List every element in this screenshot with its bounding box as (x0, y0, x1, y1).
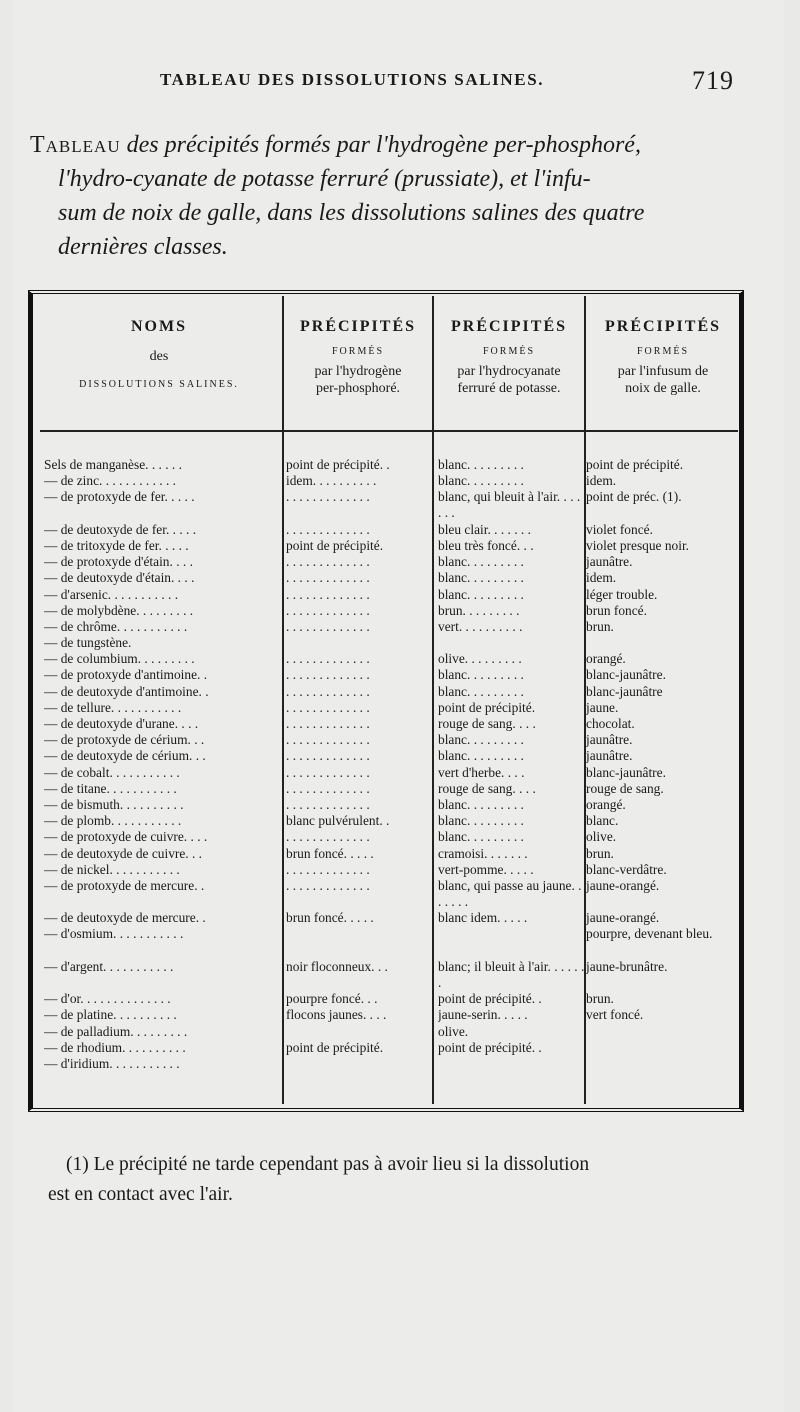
galle-cell: orangé. (586, 651, 626, 667)
salt-name-cell: — d'argent. . . . . . . . . . . (44, 958, 174, 974)
cyanate-cell: blanc. . . . . . . . . (438, 554, 524, 570)
salt-name-cell: — de platine. . . . . . . . . . (44, 1007, 177, 1023)
cyanate-cell: blanc. . . . . . . . . (438, 570, 524, 586)
header-small: FORMÉS (482, 346, 535, 357)
salt-name-cell: — de protoxyde d'antimoine. . (44, 667, 208, 683)
table-row (44, 667, 744, 683)
galle-cell: brun. (586, 845, 614, 861)
salt-name-cell: — d'iridium. . . . . . . . . . . (44, 1056, 180, 1071)
header-text: par l'infusum de (617, 364, 709, 379)
galle-cell: léger trouble. (586, 586, 658, 602)
table-row (44, 651, 744, 667)
salt-name-cell: — de deutoxyde de cuivre. . . (44, 845, 203, 861)
running-head (0, 66, 800, 96)
galle-cell: blanc-jaunâtre. (586, 667, 666, 683)
table-row (44, 635, 744, 651)
footnote-line-2: est en contact avec l'air. (48, 1184, 233, 1205)
salt-name-cell: — de columbium. . . . . . . . . (44, 651, 195, 667)
galle-cell: jaune-brunâtre. (586, 958, 668, 974)
table-row (44, 554, 744, 570)
galle-cell: jaune-orangé. (586, 877, 660, 893)
salt-name-cell: — de deutoxyde d'antimoine. . (44, 683, 209, 699)
galle-cell: blanc-jaunâtre (586, 683, 663, 699)
running-title: TABLEAU DES DISSOLUTIONS SALINES. (160, 70, 545, 89)
salt-name-cell: — d'osmium. . . . . . . . . . . (44, 926, 184, 942)
salt-name-cell: — de bismuth. . . . . . . . . . (44, 796, 184, 812)
header-title: NOMS (131, 318, 187, 335)
table-row (44, 700, 744, 716)
table-body (44, 457, 744, 1072)
phosphore-cell: . . . . . . . . . . . . . (286, 554, 370, 570)
header-cyanate (436, 318, 582, 397)
cyanate-cell: blanc, qui passe au jaune. . . . . . . (438, 877, 582, 909)
header-text: des (149, 349, 169, 364)
cyanate-cell: blanc. . . . . . . . . (438, 683, 524, 699)
salt-name-cell: — de protoxyde de cérium. . . (44, 732, 205, 748)
table-row (44, 781, 744, 797)
table-row (44, 732, 744, 748)
cyanate-cell: blanc. . . . . . . . . (438, 473, 524, 489)
table-row (44, 684, 744, 700)
galle-cell: orangé. (586, 796, 626, 812)
phosphore-cell: . . . . . . . . . . . . . (286, 602, 370, 618)
phosphore-cell: . . . . . . . . . . . . . (286, 796, 370, 812)
table-row (44, 991, 744, 1007)
salt-name-cell: — de chrôme. . . . . . . . . . . (44, 618, 188, 634)
table-row (44, 797, 744, 813)
table-row (44, 1024, 744, 1040)
salt-name-cell: — de tungstène. (44, 635, 132, 651)
table-row (44, 522, 744, 538)
cyanate-cell: blanc. . . . . . . . . (438, 813, 524, 829)
salt-name-cell: — de deutoxyde de mercure. . (44, 910, 206, 926)
salt-name-cell: — de protoxyde de cuivre. . . . (44, 829, 208, 845)
header-subtext: noix de galle. (625, 381, 701, 396)
salt-name-cell: — de protoxyde de fer. . . . . (44, 489, 195, 505)
header-names (44, 318, 274, 396)
table-row (44, 473, 744, 489)
header-phosphore (286, 318, 430, 397)
cyanate-cell: cramoisi. . . . . . . (438, 845, 528, 861)
table-row (44, 846, 744, 862)
phosphore-cell: . . . . . . . . . . . . . (286, 651, 370, 667)
cyanate-cell: blanc; il bleuit à l'air. . . . . . . (438, 958, 585, 990)
phosphore-cell: . . . . . . . . . . . . . (286, 699, 370, 715)
cyanate-cell: rouge de sang. . . . (438, 780, 536, 796)
cyanate-cell: blanc. . . . . . . . . (438, 457, 524, 472)
cyanate-cell: point de précipité. (438, 699, 536, 715)
phosphore-cell: . . . . . . . . . . . . . (286, 683, 370, 699)
cyanate-cell: bleu très foncé. . . (438, 537, 534, 553)
caption-lead: Tableau (30, 132, 121, 158)
table-row (44, 538, 744, 554)
caption-line-1 (30, 128, 750, 162)
salt-name-cell: — de deutoxyde de cérium. . . (44, 748, 206, 764)
caption-line-4: dernières classes. (58, 234, 228, 260)
salt-name-cell: — de cobalt. . . . . . . . . . . (44, 764, 180, 780)
cyanate-cell: blanc. . . . . . . . . (438, 796, 524, 812)
table-row (44, 959, 744, 991)
salt-name-cell: — d'or. . . . . . . . . . . . . . (44, 991, 171, 1007)
phosphore-cell: point de précipité. . (286, 457, 390, 472)
header-small: FORMÉS (636, 346, 689, 357)
footnote-line-1: (1) Le précipité ne tarde cependant pas à avoir lieu si la dissolution (66, 1154, 590, 1175)
table-row (44, 619, 744, 635)
table-row (44, 748, 744, 764)
galle-cell: jaune. (586, 699, 619, 715)
phosphore-cell: . . . . . . . . . . . . . (286, 489, 370, 505)
cyanate-cell: point de précipité. . (438, 1039, 542, 1055)
phosphore-cell: idem. . . . . . . . . . (286, 473, 377, 489)
cyanate-cell: blanc. . . . . . . . . (438, 586, 524, 602)
phosphore-cell: . . . . . . . . . . . . . (286, 877, 370, 893)
caption-line-1-text: des précipités formés par l'hydrogène per-phosphoré, (120, 132, 641, 158)
galle-cell: jaunâtre. (586, 732, 633, 748)
table-row (44, 587, 744, 603)
galle-cell: vert foncé. (586, 1007, 644, 1023)
cyanate-cell: blanc. . . . . . . . . (438, 667, 524, 683)
cyanate-cell: blanc idem. . . . . (438, 910, 528, 926)
phosphore-cell: . . . . . . . . . . . . . (286, 570, 370, 586)
salt-name-cell: — de protoxyde d'étain. . . . (44, 554, 193, 570)
galle-cell: idem. (586, 473, 617, 489)
galle-cell: point de préc. (1). (586, 489, 682, 505)
cyanate-cell: vert-pomme. . . . . (438, 861, 534, 877)
galle-cell: jaune-orangé. (586, 910, 660, 926)
table-caption (30, 128, 750, 264)
cyanate-cell: blanc, qui bleuit à l'air. . . . . . . (438, 489, 581, 521)
salt-name-cell: — de palladium. . . . . . . . . (44, 1023, 188, 1039)
header-subtext: DISSOLUTIONS SALINES. (79, 379, 239, 390)
header-title: PRÉCIPITÉS (450, 318, 568, 335)
salt-name-cell: — de deutoxyde d'urane. . . . (44, 716, 199, 732)
phosphore-cell: . . . . . . . . . . . . . (286, 764, 370, 780)
phosphore-cell: pourpre foncé. . . (286, 991, 378, 1007)
galle-cell: jaunâtre. (586, 554, 633, 570)
phosphore-cell: point de précipité. (286, 537, 384, 553)
galle-cell: blanc-jaunâtre. (586, 764, 666, 780)
table-row (44, 926, 744, 958)
header-title: PRÉCIPITÉS (299, 318, 417, 335)
galle-cell: violet foncé. (586, 521, 653, 537)
galle-cell: pourpre, devenant bleu. (586, 926, 713, 942)
cyanate-cell: blanc. . . . . . . . . (438, 829, 524, 845)
salt-name-cell: — de titane. . . . . . . . . . . (44, 780, 177, 796)
phosphore-cell: brun foncé. . . . . (286, 910, 374, 926)
salt-name-cell: — de zinc. . . . . . . . . . . . (44, 473, 177, 489)
cyanate-cell: jaune-serin. . . . . (438, 1007, 528, 1023)
salt-name-cell: — de deutoxyde de fer. . . . . (44, 521, 197, 537)
cyanate-cell: vert d'herbe. . . . (438, 764, 525, 780)
cyanate-cell: olive. . . . . . . . . (438, 651, 522, 667)
header-galle (588, 318, 738, 397)
phosphore-cell: blanc pulvérulent. . (286, 813, 390, 829)
phosphore-cell: . . . . . . . . . . . . . (286, 732, 370, 748)
phosphore-cell: point de précipité. (286, 1039, 384, 1055)
phosphore-cell: . . . . . . . . . . . . . (286, 829, 370, 845)
phosphore-cell: noir floconneux. . . (286, 958, 388, 974)
table-row (44, 765, 744, 781)
salt-name-cell: — de molybdène. . . . . . . . . (44, 602, 194, 618)
salt-name-cell: — de rhodium. . . . . . . . . . (44, 1039, 186, 1055)
cyanate-cell: brun. . . . . . . . . (438, 602, 520, 618)
salt-name-cell: — d'arsenic. . . . . . . . . . . (44, 586, 179, 602)
salt-name-cell: — de deutoxyde d'étain. . . . (44, 570, 195, 586)
table-row (44, 878, 744, 910)
phosphore-cell: . . . . . . . . . . . . . (286, 521, 370, 537)
phosphore-cell: . . . . . . . . . . . . . (286, 748, 370, 764)
footnote (48, 1150, 758, 1210)
table-row (44, 813, 744, 829)
cyanate-cell: rouge de sang. . . . (438, 716, 536, 732)
header-subtext: ferruré de potasse. (457, 381, 561, 396)
header-subtext: per-phosphoré. (315, 381, 401, 396)
table-row (44, 862, 744, 878)
caption-line-3: sum de noix de galle, dans les dissolutions salines des quatre (58, 200, 645, 226)
phosphore-cell: . . . . . . . . . . . . . (286, 667, 370, 683)
phosphore-cell: . . . . . . . . . . . . . (286, 716, 370, 732)
salt-name-cell: Sels de manganèse. . . . . . (44, 457, 182, 472)
salt-name-cell: — de plomb. . . . . . . . . . . (44, 813, 182, 829)
salt-name-cell: — de nickel. . . . . . . . . . . (44, 861, 180, 877)
phosphore-cell: . . . . . . . . . . . . . (286, 586, 370, 602)
galle-cell: point de précipité. (586, 457, 684, 472)
header-divider (40, 430, 738, 432)
table-row (44, 910, 744, 926)
cyanate-cell: point de précipité. . (438, 991, 542, 1007)
salt-name-cell: — de protoxyde de mercure. . (44, 877, 205, 893)
table-row (44, 489, 744, 521)
table-row (44, 457, 744, 473)
phosphore-cell: . . . . . . . . . . . . . (286, 861, 370, 877)
galle-cell: rouge de sang. (586, 780, 664, 796)
galle-cell: blanc. (586, 813, 619, 829)
caption-line-2: l'hydro-cyanate de potasse ferruré (prussiate), et l'infu- (58, 166, 591, 192)
salt-name-cell: — de tritoxyde de fer. . . . . (44, 537, 189, 553)
header-text: par l'hydrocyanate (457, 364, 561, 379)
table-row (44, 1056, 744, 1072)
table-row (44, 1007, 744, 1023)
table-row (44, 1040, 744, 1056)
phosphore-cell: . . . . . . . . . . . . . (286, 618, 370, 634)
cyanate-cell: blanc. . . . . . . . . (438, 748, 524, 764)
galle-cell: brun. (586, 618, 614, 634)
cyanate-cell: bleu clair. . . . . . . (438, 521, 531, 537)
galle-cell: chocolat. (586, 716, 635, 732)
header-title: PRÉCIPITÉS (604, 318, 722, 335)
table-row (44, 570, 744, 586)
header-text: par l'hydrogène (314, 364, 402, 379)
table-row (44, 716, 744, 732)
galle-cell: brun foncé. (586, 602, 647, 618)
salt-name-cell: — de tellure. . . . . . . . . . . (44, 699, 182, 715)
galle-cell: olive. (586, 829, 617, 845)
galle-cell: idem. (586, 570, 617, 586)
galle-cell: blanc-verdâtre. (586, 861, 667, 877)
header-small: FORMÉS (331, 346, 384, 357)
phosphore-cell: brun foncé. . . . . (286, 845, 374, 861)
table-row (44, 829, 744, 845)
cyanate-cell: olive. (438, 1023, 469, 1039)
galle-cell: brun. (586, 991, 614, 1007)
phosphore-cell: flocons jaunes. . . . (286, 1007, 387, 1023)
galle-cell: jaunâtre. (586, 748, 633, 764)
table-row (44, 603, 744, 619)
page-number: 719 (692, 66, 734, 95)
galle-cell: violet presque noir. (586, 537, 690, 553)
phosphore-cell: . . . . . . . . . . . . . (286, 780, 370, 796)
cyanate-cell: vert. . . . . . . . . . (438, 618, 523, 634)
cyanate-cell: blanc. . . . . . . . . (438, 732, 524, 748)
